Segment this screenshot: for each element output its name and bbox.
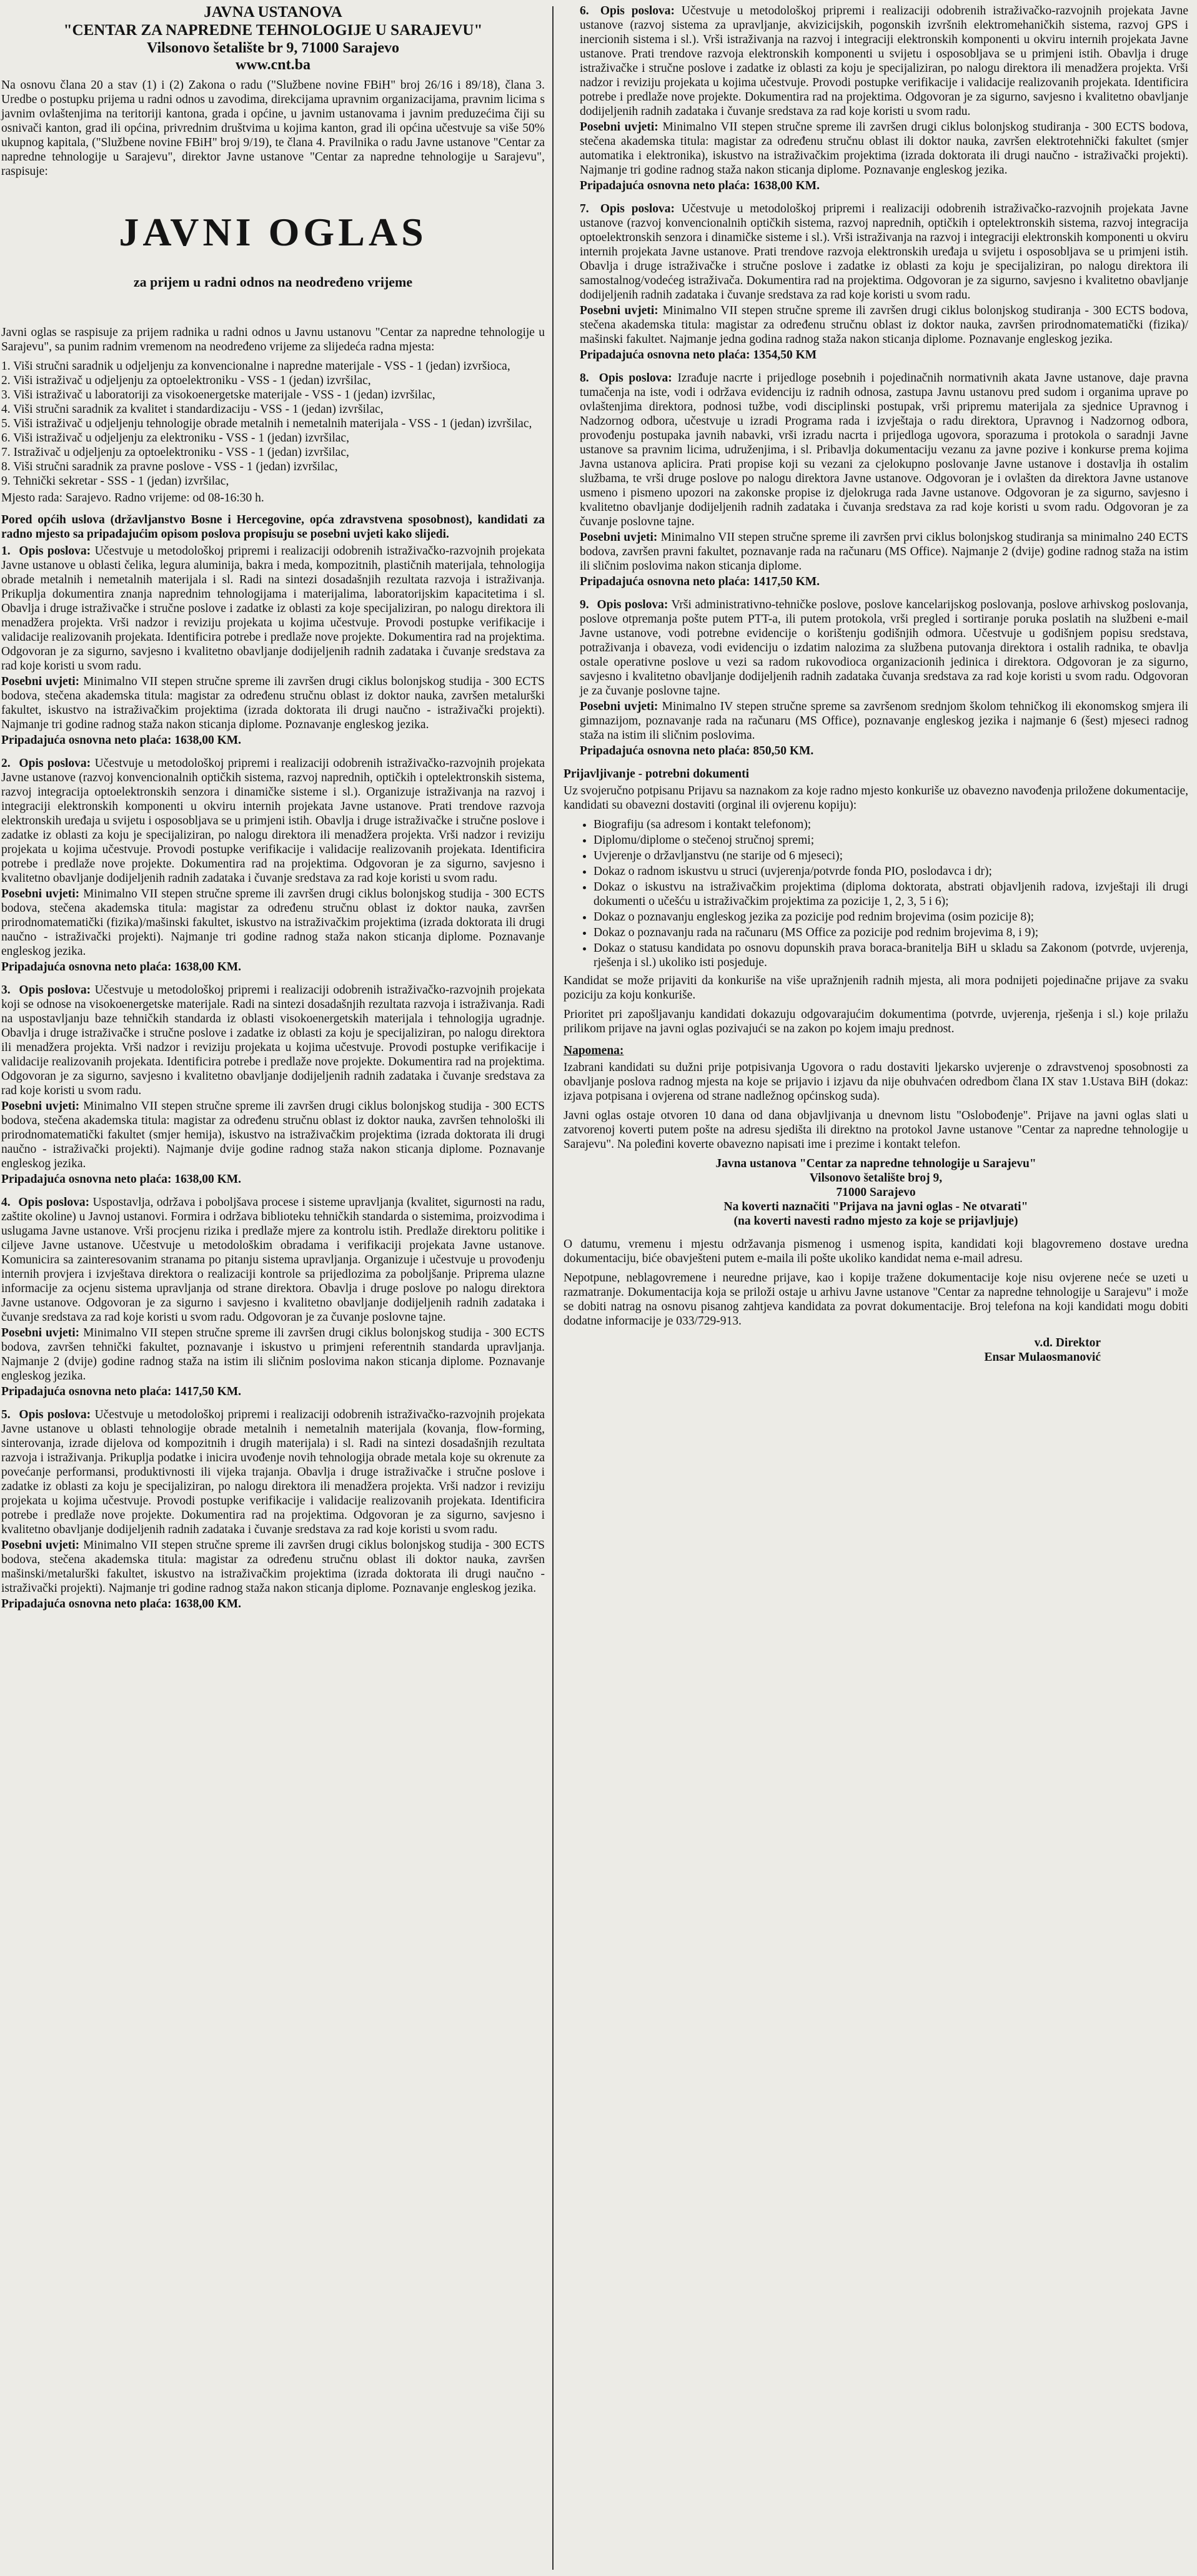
document-item: • Dokaz o poznavanju rada na računaru (MS Office za pozicije pod rednim brojevima 8, i 9); xyxy=(594,925,1188,940)
pay-label: Pripadajuća osnovna neto plaća: xyxy=(580,575,750,588)
left-column xyxy=(0,4,545,2572)
position-item: 1. Viši stručni saradnik u odjeljenju za konvencionalne i napredne materijale - VSS - 1 (jedan) izvršioca, xyxy=(1,360,510,373)
special-text: Minimalno VII stepen stručne spreme ili završen drugi ciklus bolonjskog studija - 300 ECTS bodova, stečena akademska titula: magistar za određenu stručnu oblast iz doktor nauka, završen metalurški fakultet, iskustvo na istraživačkim projektima (izrada doktorata ili drugi naučno - istraživački projekti). Najmanje tri godine radnog staža nakon sticanja diplome. Poznavanje engleskog jezika. xyxy=(1,675,545,732)
job-number: 5. xyxy=(1,1408,11,1422)
contact-city: 71000 Sarajevo xyxy=(836,1186,916,1199)
job-1 xyxy=(1,544,545,748)
special-label: Posebni uvjeti: xyxy=(1,1326,80,1340)
special-text: Minimalno VII stepen stručne spreme ili završen drugi ciklus bolonjskog studiranja - 300 ECTS bodova, stečena akademska titula: magistar za određenu stručnu oblast ili doktor nauka, završen elektrotehnički fakultet (smjer automatika i elektronika), iskustvo na istraživačkim projektima (izrada doktorata ili drugi naučno - istraživački projekti). Najmanje tri godine radnog staža nakon sticanja diplome. Poznavanje engleskog jezika. xyxy=(580,121,1188,177)
job-description: Učestvuje u metodološkoj pripremi i realizaciji odobrenih istraživačko-razvojnih projekata Javne ustanove (razvoj sistema za upravljanje, akvizicijskih, pogonskih izvršnih elektromehaničkih sistema, razvoj GPS i inercionih sistema i sl.). Vrši istraživanja na razvoj i integraciji elektronskih komponenti u okviru internih projekata Javne ustanove. Prati trendove razvoja elektronskih komponenti u svijetu i osposobljava se u primjeni istih. Obavlja i druge istraživačke i stručne poslove i zadatke iz oblasti za koju je specijaliziran, po nalogu direktora ili menadžera projekta. Vrši nadzor i reviziju projekata u kojima učestvuje. Provodi postupke verifikacije i validacije realizovanih projekata. Identificira potrebe i predlaže nove projekte. Dokumentira rad na projektima. Odgovoran je za sigurno, savjesno i kvalitetno obavljanje dodijeljenih radnih zadataka i čuvanje sredstava za rad koje koristi u svom radu. xyxy=(580,4,1189,118)
contact-block xyxy=(564,1157,1188,1228)
document-item: • Dokaz o statusu kandidata po osnovu dopunskih prava boraca-branitelja BiH u skladu sa Zakonom (potvrde, uvjerenja, rješenja i sl.) ukoliko isti posjeduje. xyxy=(594,941,1188,970)
document-item: • Dokaz o poznavanju engleskog jezika za pozicije pod rednim brojevima (osim pozicije 8); xyxy=(594,910,1188,924)
document-item: • Diplomu/diplome o stečenoj stručnoj spremi; xyxy=(594,833,1188,847)
job-desc-label: Opis poslova: xyxy=(19,1408,91,1422)
job-7 xyxy=(564,202,1188,362)
job-description: Uspostavlja, održava i poboljšava procese i sisteme upravljanja (kvalitet, sigurnosti na radu, zaštite okoline) u Javnoj ustanovi. Formira i održava biblioteku tehničkih standarda o sistemima, proizvodima i uslugama Javne ustanove. Vrši procjenu rizika i predlaže mjere za kontrolu istih. Predlaže direktoru politike i ciljeve Javne ustanove. Učestvuje u metodološkim obradama i verifikaciji projekata Javne ustanove. Komunicira sa zainteresovanim stranama po pitanju sistema upravljanja. Organizuje i učestvuje u provođenju internih provjera i izvještava direktora o realizaciji kontrole sa prijedlozima za poboljšanje. Priprema ulazne informacije za ocjenu sistema upravljanja od strane direktora. Obavlja i druge poslove po nalogu direktora Javne ustanove. Odgovoran je za sigurno i savjesno i kvalitetno obavljanje dodijeljenih radnih zadataka i čuvanje sredstava za rad koje koristi u svom radu. Odgovoran je za čuvanje poslovne tajne. xyxy=(1,1196,545,1325)
special-text: Minimalno VII stepen stručne spreme ili završen drugi ciklus bolonjskog studija - 300 ECTS bodova, stečena akademska titula: magistar za određenu stručnu oblast iz doktor nauka, završen tehnološki ili prirodnomatematički fakultet (smjer hemija), iskustvo na istraživačkim projektima (izrada doktorata ili drugi naučno - istraživački projekti). Najmanje dvije godine radnog staža nakon sticanja diplome. Poznavanje engleskog jezika. xyxy=(1,1100,545,1171)
application-heading: Prijavljivanje - potrebni dokumenti xyxy=(564,767,750,781)
job-special-conditions xyxy=(1,674,545,732)
job-special-conditions xyxy=(580,699,1188,743)
job-number: 4. xyxy=(1,1196,11,1210)
job-special-conditions xyxy=(580,303,1188,347)
job-pay xyxy=(580,348,1188,362)
pay-label: Pripadajuća osnovna neto plaća: xyxy=(1,1597,172,1611)
envelope-instruction-detail: (na koverti navesti radno mjesto za koje se prijavljuje) xyxy=(733,1215,1018,1228)
pay-value: 1638,00 KM. xyxy=(174,734,242,748)
job-description: Vrši administrativno-tehničke poslove, poslove kancelarijskog poslovanja, poslove arhivskog poslovanja, poslove otpremanja pošte putem PTT-a, ili putem protokola, vrši pregled i sortiranje poruka poslatih na službeni e-mail Javne ustanove, vodi potrebne evidencije o korištenju godišnjih odmora. Učestvuje u godišnjem popisu sredstava, potraživanja i obaveza, vodi evidenciju o izdatim nalozima za službena putovanja direktora i ostalih radnika, te obavlja ostale operativne poslove u vezi sa radom rukovodioca organizacionih jedinica i direktora. Odgovoran je za sigurno, savjesno i kvalitetno obavljanje dodijeljenih radnih zadataka čuvanja sredstava za rad koje koristi u svom radu. Odgovoran je za čuvanje poslovne tajne. xyxy=(580,598,1188,698)
announcement-text: Javni oglas se raspisuje za prijem radnika u radni odnos u Javnu ustanovu "Centar za napredne tehnologije u Sarajevu", sa punim radnim vremenom na neodređeno vrijeme za slijedeća radna mjesta: xyxy=(1,326,545,354)
signature-name: Ensar Mulaosmanović xyxy=(984,1351,1101,1364)
closing-text-2: Nepotpune, neblagovremene i neuredne prijave, kao i kopije tražene dokumentacije koje nisu ovjerene neće se uzeti u razmatranje. Dokumentacija koja se priloži ostaje u arhivu Javne ustanove "Centar za napredne tehnologije u Sarajevu" i može se dobiti natrag na osnovu pisanog zahtjeva kandidata za povrat dokumentacije. Broj telefona na koji kandidati mogu dobiti dodatne informacije je 033/729-913. xyxy=(564,1271,1188,1328)
document-item: • Uvjerenje o državljanstvu (ne starije od 6 mjeseci); xyxy=(594,849,1188,863)
right-column xyxy=(564,4,1188,2572)
special-text: Minimalno VII stepen stručne spreme ili završen drugi ciklus bolonjskog studiranja - 300 ECTS bodova, stečena akademska titula: magistar za određenu stručnu oblast iz doktor nauka, završen prirodnomatematički (fizika)/ mašinski fakultet. Najmanje jedna godina radnog staža nakon sticanja diplome. Poznavanje engleskog jezika. xyxy=(580,304,1188,346)
pay-value: 1354,50 KM xyxy=(753,348,817,362)
required-documents-list xyxy=(564,817,1188,970)
job-pay xyxy=(580,744,1188,758)
special-text: Minimalno VII stepen stručne spreme ili završen prvi ciklus bolonjskog studiranja sa minimalno 240 ECTS bodova, završen pravni fakultet, poznavanje rada na računaru (MS Office). Najmanje 2 (dvije) godine radnog staža na istim ili sličnim poslovima nakon sticanja diplome. xyxy=(580,531,1188,573)
pay-label: Pripadajuća osnovna neto plaća: xyxy=(580,348,750,362)
job-special-conditions xyxy=(1,1538,545,1596)
document-item: • Biografiju (sa adresom i kontakt telefonom); xyxy=(594,817,1188,832)
job-number: 7. xyxy=(580,202,589,215)
job-8 xyxy=(564,371,1188,589)
job-description: Učestvuje u metodološkoj pripremi i realizaciji odobrenih istraživačko-razvojnih projekata koji se odnose na visokoenergetske materijale. Radi na sintezi dosadašnjih rezultata razvoja i istraživanja. Radi na uspostavljanju baze tehničkih standarda iz oblasti visokoenergetskih materijala i tehnologija ugradnje. Obavlja i druge istraživačke i stručne poslove i zadatke iz oblasti za koju je specijaliziran, po nalogu direktora ili menadžera projekta. Vrši nadzor i reviziju projekata u kojima učestvuje. Provodi postupke verifikacije i validacije realizovanih projekata. Identificira potrebe i predlaže nove projekte. Dokumentira rad na projektima. Odgovoran je za sigurno, savjesno i kvalitetno obavljanje dodijeljenih radnih zadataka i čuvanje sredstava za rad koje koristi u svom radu. xyxy=(1,984,545,1098)
job-pay xyxy=(1,1597,545,1611)
position-item: 2. Viši istraživač u odjeljenju za optoelektroniku - VSS - 1 (jedan) izvršilac, xyxy=(1,374,371,388)
job-special-conditions xyxy=(1,887,545,959)
position-item: 9. Tehnički sekretar - SSS - 1 (jedan) izvršilac, xyxy=(1,475,229,488)
job-description: Učestvuje u metodološkoj pripremi i realizaciji odobrenih istraživačko-razvojnih projekata Javne ustanove (razvoj konvencionalnih optičkih sistema, razvoj naprednih, optičkih i optelektronskih sistema, razvoj integracija optoelektronskih senzora i dinamičke sisteme i sl.). Vrši istraživanja na razvoj i integraciji elektronskih komponenti u okviru internih projekata Javne ustanove. Prati trendove razvoja elektronskih uređaja u svijetu i osposobljava se u primjeni istih. Obavlja i druge istraživačke i stručne poslove i zadatke iz oblasti za koju je specijaliziran, po nalogu direktora ili samostalnog/vodećeg istraživača. Dokumentira rad na projektima. Odgovoran je za sigurno, savjesno i kvalitetno obavljanje dodijeljenih radnih zadataka i čuvanje sredstava za rad koje koristi u svom radu. xyxy=(580,202,1189,302)
pay-label: Pripadajuća osnovna neto plaća: xyxy=(1,1385,172,1399)
job-2 xyxy=(1,756,545,974)
special-text: Minimalno IV stepen stručne spreme sa završenom srednjom školom tehničkog ili ekonomskog smjera ili gimnazijom, poznavanje rada na računaru (MS Office), poznavanje engleskog jezika i najmanje 6 (šest) mjeseci radnog staža na istim ili sličnim poslovima. xyxy=(580,700,1188,742)
special-label: Posebni uvjeti: xyxy=(1,1100,80,1113)
pay-value: 1638,00 KM. xyxy=(753,179,820,192)
job-description: Učestvuje u metodološkoj pripremi i realizaciji odobrenih istraživačko-razvojnih projekata Javne ustanove u oblasti čelika, legura aluminija, bakra i meda, kompozitnih, plastičnih materijala, tehnologija obrade metalnih i nemetalnih materijala i sl. Radi na sintezi dosadašnjih rezultata razvoja i istraživanja. Prikuplja dokumentira znanja naprednim tehnologijama i materijalima, laboratorijskim kapacitetima i sl. Obavlja i druge istraživačke i stručne poslove i zadatke iz oblasti za koje specijaliziran, po nalogu direktora ili menadžera projekta. Vrši nadzor i reviziju projekata u kojima učestvuje. Provodi postupke verifikacije i validacije realizovanih projekata. Identificira potrebe i predlaže nove projekte. Dokumentira rad na projektima. Odgovoran je za sigurno, savjesno i kvalitetno obavljanje dodijeljenih radnih zadataka i čuvanje sredstava za rad koje koristi u svom radu. xyxy=(1,545,545,673)
job-3 xyxy=(1,983,545,1187)
workplace-info: Mjesto rada: Sarajevo. Radno vrijeme: od 08-16:30 h. xyxy=(1,491,264,505)
job-pay xyxy=(1,960,545,974)
org-type: JAVNA USTANOVA xyxy=(204,4,342,21)
special-label: Posebni uvjeti: xyxy=(580,121,658,134)
special-label: Posebni uvjeti: xyxy=(1,1539,80,1552)
document-item: • Dokaz o iskustvu na istraživačkim projektima (diploma doktorata, abstrati objavljenih radova, izvještaji ili drugi dokumenti o učešću u istraživačkim projektima za pozicije 1, 2, 3, 5 i 6); xyxy=(594,880,1188,909)
org-website: www.cnt.ba xyxy=(235,57,310,74)
org-address: Vilsonovo šetalište br 9, 71000 Sarajevo xyxy=(147,39,399,56)
announcement-title: JAVNI OGLAS xyxy=(119,209,427,254)
position-item: 8. Viši stručni saradnik za pravne poslove - VSS - 1 (jedan) izvršilac, xyxy=(1,460,338,474)
special-label: Posebni uvjeti: xyxy=(580,304,658,317)
pay-value: 850,50 KM. xyxy=(753,744,814,758)
job-special-conditions xyxy=(1,1099,545,1171)
job-desc-label: Opis poslova: xyxy=(598,372,672,385)
position-item: 6. Viši istraživač u odjeljenju za elektroniku - VSS - 1 (jedan) izvršilac, xyxy=(1,432,349,445)
job-desc-label: Opis poslova: xyxy=(600,4,675,17)
masthead xyxy=(1,4,545,74)
pay-value: 1638,00 KM. xyxy=(174,1173,242,1187)
job-special-conditions xyxy=(580,530,1188,573)
job-description: Učestvuje u metodološkoj pripremi i realizaciji odobrenih istraživačko-razvojnih projekata Javne ustanove u oblasti tehnologije obrade metalnih i nemetalnih materijala (kovanja, flow-forming, sinterovanja, izrade dijelova od kompozitnih i drugih materijala) i sl. Radi na sintezi dosadašnjih rezultata razvoja i istraživanja. Prikuplja podatke i inicira uvođenje novih tehnologija obrade metala koje su okrenute za povećanje performansi, produktivnosti ili vijeka trajanja. Obavlja i druge istraživačke i stručne poslove i zadatke iz oblasti za koju je specijaliziran, po nalogu direktora ili menadžera projekta. Vrši nadzor i reviziju projekata u kojima učestvuje. Provodi postupke verifikacije i validacije realizovanih projekata. Identificira potrebe i predlaže nove projekte. Dokumentira rad na projektima. Odgovoran je za sigurno, savjesno i kvalitetno obavljanje dodijeljenih radnih zadataka i čuvanje sredstava za rad koje koristi u svom radu. xyxy=(1,1408,545,1537)
job-number: 9. xyxy=(580,598,589,611)
pay-value: 1638,00 KM. xyxy=(174,960,242,974)
napomena-text-2: Javni oglas ostaje otvoren 10 dana od dana objavljivanja u dnevnom listu "Oslobođenje". Prijave na javni oglas slati u zatvorenoj koverti putem pošte na adresu sjedišta ili direktno na protokol Javne ustanove "Centar za napredne tehnologije u Sarajevu". Na poleđini koverte obavezno napisati ime i prezime i kontakt telefon. xyxy=(564,1109,1188,1151)
job-number: 3. xyxy=(1,984,11,997)
job-desc-label: Opis poslova: xyxy=(18,1196,90,1210)
position-item: 5. Viši istraživač u odjeljenju tehnologije obrade metalnih i nemetalnih materijala - VSS - 1 (jedan) izvršilac, xyxy=(1,417,532,431)
envelope-instruction: Na koverti naznačiti "Prijava na javni oglas - Ne otvarati" xyxy=(723,1200,1028,1213)
job-desc-label: Opis poslova: xyxy=(597,598,668,611)
pay-value: 1417,50 KM. xyxy=(753,575,820,588)
special-text: Minimalno VII stepen stručne spreme ili završen drugi ciklus bolonjskog studija - 300 ECTS bodova, stečena akademska titula: magistar za određenu stručnu oblast iz doktor nauka, završen prirodnomatematički (fizika)/mašinski fakultet, iskustvo na istraživačkim projektima (izrada doktorata ili drugi naučno - istraživački projekti). Najmanje tri godine radnog staža nakon sticanja diplome. Poznavanje engleskog jezika. xyxy=(1,887,545,959)
special-text: Minimalno VII stepen stručne spreme ili završen drugi ciklus bolonjskog studija - 300 ECTS bodova, stečena akademska titula: magistar za određenu stručnu oblast ili doktor nauka, završen mašinski/metalurški fakultet, iskustvo na istraživačkim projektima (izrada doktorata ili drugi naučno - istraživački projekti). Najmanje tri godine radnog staža nakon sticanja diplome. Poznavanje engleskog jezika. xyxy=(1,1539,545,1596)
job-pay xyxy=(580,575,1188,589)
pay-value: 1417,50 KM. xyxy=(174,1385,242,1399)
job-number: 8. xyxy=(580,372,589,385)
org-name: "CENTAR ZA NAPREDNE TEHNOLOGIJE U SARAJEVU" xyxy=(63,21,483,39)
job-number: 6. xyxy=(580,4,589,17)
job-6 xyxy=(564,4,1188,193)
announcement-subtitle: za prijem u radni odnos na neodređeno vrijeme xyxy=(133,274,413,290)
job-desc-label: Opis poslova: xyxy=(19,757,91,771)
contact-org: Javna ustanova "Centar za napredne tehnologije u Sarajevu" xyxy=(715,1157,1036,1170)
document-item: • Dokaz o radnom iskustvu u struci (uvjerenja/potvrde fonda PIO, poslodavca i dr); xyxy=(594,864,1188,879)
special-text: Minimalno VII stepen stručne spreme ili završen drugi ciklus bolonjskog studija - 300 ECTS bodova, završen tehnički fakultet, poznavanje i iskustvo u primjeni referentnih standarda upravljanja. Najmanje 2 (dvije) godine radnog staža na istim ili sličnim poslovima nakon sticanja diplome. Poznavanje engleskog jezika. xyxy=(1,1326,545,1383)
job-pay xyxy=(1,1172,545,1187)
napomena-heading: Napomena: xyxy=(564,1044,624,1057)
job-description: Učestvuje u metodološkoj pripremi i realizaciji odobrenih istraživačko-razvojnih projekata Javne ustanove (razvoj konvencionalnih optičkih sistema, razvoj naprednih, optičkih i optelektronskih sistema, razvoj integracija optoelektronskih senzora i dinamičke sisteme i sl.). Organizuje istraživanja na razvoj i integraciji elektronskih komponenti u okviru internih projekata Javne ustanove. Prati trendove razvoja elektronskih uređaja u svijetu i osposobljava se u primjeni istih. Obavlja i druge istraživačke i stručne poslove i zadatke iz oblasti za koju je specijaliziran, po nalogu direktora ili menadžera projekta. Vrši nadzor i reviziju projekata u kojima učestvuje. Provodi postupke verifikacije i validacije realizovanih projekata. Identificira potrebe i predlaže nove projekte. Dokumentira rad na projektima. Odgovoran je za sigurno, savjesno i kvalitetno obavljanje dodijeljenih radnih zadataka i čuvanje sredstava za rad koje koristi u svom radu. xyxy=(1,757,545,886)
signature-block xyxy=(564,1336,1188,1364)
contact-street: Vilsonovo šetalište broj 9, xyxy=(809,1172,943,1185)
job-number: 1. xyxy=(1,545,11,558)
position-item: 3. Viši istraživač u laboratoriji za visokoenergetske materijale - VSS - 1 (jedan) izvršilac, xyxy=(1,388,435,402)
special-label: Posebni uvjeti: xyxy=(1,887,80,901)
pay-label: Pripadajuća osnovna neto plaća: xyxy=(1,734,172,748)
job-desc-label: Opis poslova: xyxy=(19,545,91,558)
pay-label: Pripadajuća osnovna neto plaća: xyxy=(1,1173,172,1187)
position-item: 7. Istraživač u odjeljenju za optoelektroniku - VSS - 1 (jedan) izvršilac, xyxy=(1,446,349,460)
legal-basis-intro: Na osnovu člana 20 a stav (1) i (2) Zakona o radu ("Službene novine FBiH" broj 26/16 i 89/18), člana 3. Uredbe o postupku prijema u radni odnos u zavodima, direkcijama upravnim organizacijama, pravnim licima s javnim ovlaštenjima na teritoriji kantona, grada i općine, u javnim ustanovama i javnim preduzećima čiji su osnivači kanton, grad ili općina, privrednim društvima u kojima kanton, grad ili općina učestvuje sa više 50% ukupnog kapitala, ("Službene novine FBiH" broj 9/19), te člana 4. Pravilnika o radu Javne ustanove "Centar za napredne tehnologije u Sarajevu", direktor Javne ustanove "Centar za napredne tehnologije u Sarajevu", raspisuje: xyxy=(1,78,545,178)
multi-application-note: Kandidat se može prijaviti da konkuriše na više upražnjenih radnih mjesta, ali mora podnijeti pojedinačne prijave za svaku poziciju za koju konkuriše. xyxy=(564,974,1188,1002)
job-9 xyxy=(564,598,1188,758)
job-special-conditions xyxy=(580,120,1188,177)
special-label: Posebni uvjeti: xyxy=(580,531,658,544)
priority-note: Prioritet pri zapošljavanju kandidati dokazuju odgovarajućim dokumentima (potvrde, uvjerenja, rješenja i sl.) koje prilažu prilikom prijave na javni oglas pozivajući se na zakon po kojem imaju prednost. xyxy=(564,1008,1188,1035)
pay-label: Pripadajuća osnovna neto plaća: xyxy=(1,960,172,974)
pay-label: Pripadajuća osnovna neto plaća: xyxy=(580,744,750,758)
special-label: Posebni uvjeti: xyxy=(580,700,658,713)
job-5 xyxy=(1,1408,545,1611)
closing-text-1: O datumu, vremenu i mjestu održavanja pismenog i usmenog ispita, kandidati koji blagovremeno dostave uredna dokumentaciju, biće obavješteni putem e-maila ili pošte ukoliko kandidat nema e-mail adresu. xyxy=(564,1238,1188,1265)
application-intro: Uz svojeručno potpisanu Prijavu sa naznakom za koje radno mjesto konkuriše uz obavezno navođenja priložene dokumentacije, kandidati su obavezni dostaviti (orginal ili ovjerenu kopiju): xyxy=(564,784,1188,812)
general-conditions: Pored općih uslova (državljanstvo Bosne i Hercegovine, opća zdravstvena sposobnost), kandidati za radno mjesto sa pripadajućim opisom poslova propisuju se posebni uvjeti kako slijedi. xyxy=(1,513,545,541)
column-divider xyxy=(552,6,554,2570)
job-pay xyxy=(1,733,545,748)
special-label: Posebni uvjeti: xyxy=(1,675,80,689)
napomena-text-1: Izabrani kandidati su dužni prije potpisivanja Ugovora o radu dostaviti ljekarsko uvjerenje o zdravstvenoj sposobnosti za obavljanje poslova radnog mjesta na koje se prijavio i izjavu da nije obuhvaćen odredbom člana IX stav 1.Ustava BiH (dokaz: izjava potpisana i ovjerena od strane nadležnog općinskog suda). xyxy=(564,1061,1188,1103)
job-desc-label: Opis poslova: xyxy=(19,984,91,997)
job-desc-label: Opis poslova: xyxy=(600,202,675,215)
job-pay xyxy=(1,1384,545,1399)
position-item: 4. Viši stručni saradnik za kvalitet i standardizaciju - VSS - 1 (jedan) izvršilac, xyxy=(1,403,384,417)
positions-list xyxy=(1,359,545,488)
signature-role: v.d. Direktor xyxy=(1034,1336,1101,1350)
job-number: 2. xyxy=(1,757,11,771)
job-4 xyxy=(1,1195,545,1399)
job-pay xyxy=(580,179,1188,193)
pay-value: 1638,00 KM. xyxy=(174,1597,242,1611)
job-description: Izrađuje nacrte i prijedloge posebnih i pojedinačnih normativnih akata Javne ustanove, daje pravna tumačenja na iste, vodi i održava evidenciju iz radnih odnosa, zastupa Javnu ustanovu pred sudom i organima uprave po ovlaštenjima direktora, podnosi tužbe, vodi disciplinski postupak, vrši pripremu materijala za sjednice Upravnog i Nadzornog odbora, učestvuje u izradi Programa rada i izvještaja o radu direktora, Upravnog i Nadzornog odbora, provođenju postupaka javnih nabavki, vrši izradu nacrta i prijedloga ugovora, sporazuma i protokola o saradnji Javne ustanove sa pravnim licima, udruženjima, i sl. Pribavlja dokumentaciju vezanu za javne pozive i konkurse prema kojima Javna ustanova aplicira. Prati propise koji su vezani za cjelokupno poslovanje Javne ustanove i dostavlja ih ostalim službama, te vrši druge poslove po nalogu direktora Javne ustanove. Odgovoran je i ovlašten da direktora Javne ustanove usmeno i pismeno upozori na zakonske propise iz djelokruga rada Javne ustanove. Odgovoran je za sigurno, savjesno i kvalitetno obavljanje dodijeljenih radnih zadataka i čuvanja sredstava za rad koje koristi u svom radu. Odgovoran je za čuvanje poslovne tajne. xyxy=(580,372,1189,528)
pay-label: Pripadajuća osnovna neto plaća: xyxy=(580,179,750,192)
job-special-conditions xyxy=(1,1326,545,1383)
